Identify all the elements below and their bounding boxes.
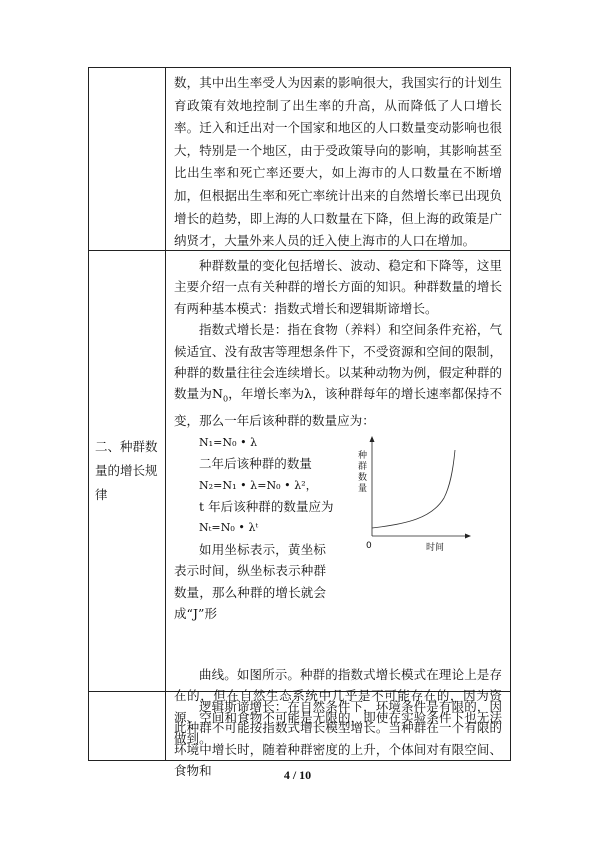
row-heading <box>89 251 166 691</box>
formula: Nₜ=N₀ • λᵗ <box>199 521 259 535</box>
formula: N₁=N₀ • λ <box>199 435 258 449</box>
paragraph: 如用坐标表示，黄坐标表示时间，纵坐标表示种群数量，那么种群的增长就会成“J”形 <box>174 541 326 621</box>
paragraph: 逻辑斯谛增长：在自然条件下，环境条件是有限的，因此种群不可能按指数式增长模型增长。当种群在一个有限的环境中增长时，随着种群密度的上升，个体间对有限空间、食物和 <box>174 699 502 779</box>
page-number: 4 / 10 <box>283 768 312 782</box>
y-axis-arrow <box>370 436 375 442</box>
origin-label: 0 <box>366 540 372 551</box>
paragraph: 数，其中出生率受人为因素的影响很大，我国实行的计划生育政策有效地控制了出生率的升高，从而降低了人口增长率。迁入和迁出对一个国家和地区的人口数量变动影响也很大，特别是一个地区，由于受政策导向的影响，其影响甚至比出生率和死亡率还要大，如上海市的人口数量在不断增加，但根据出生率和死亡率统计出来的自然增长率已出现负增长的趋势，即上海的人口数量在下降，但上海的政策是广纳贤才，大量外来人员的迁入使上海市的人口在增加。 <box>174 75 502 249</box>
row-heading-empty <box>89 692 166 760</box>
table-row <box>89 68 510 251</box>
formula: N₂=N₁ • λ=N₀ • λ²， <box>199 478 317 492</box>
x-axis-label: 时间 <box>426 542 445 553</box>
paragraph: 指数式增长是：指在食物（养料）和空间条件充裕，气候适宜、没有敌害等理想条件下，不受资源和空间的限制，种群的数量往往会连续增长。以某种动物为例，假定种群的数量为$N_0$，年增长率为λ，该种群每年的增长速率都保持不变，那么一年后该种群的数量应为： <box>174 322 502 429</box>
formula-label: t 年后该种群的数量应为 <box>199 498 334 514</box>
section-heading: 二、种群数量的增长规律 <box>95 439 158 502</box>
y-axis-label: 种 群 数 量 <box>358 450 368 494</box>
paragraph: 曲线。如图所示。种群的指数式增长模式在理论上是存在的，但在自然生态系统中几乎是不可能存在的，因为资源、空间和食物不可能是无限的，即使在实验条件下也无法做到。 <box>174 666 502 746</box>
row-heading-empty <box>89 68 166 250</box>
x-axis-arrow <box>465 533 471 538</box>
formula-label: 二年后该种群的数量 <box>199 456 312 472</box>
paragraph: 种群数量的变化包括增长、波动、稳定和下降等，这里主要介绍一点有关种群的增长方面的知识。种群数量的增长有两种基本模式：指数式增长和逻辑斯谛增长。 <box>174 258 502 316</box>
j-curve <box>372 450 455 528</box>
row-content <box>166 68 510 250</box>
formula-block <box>174 432 502 672</box>
j-curve-graph <box>352 436 472 556</box>
